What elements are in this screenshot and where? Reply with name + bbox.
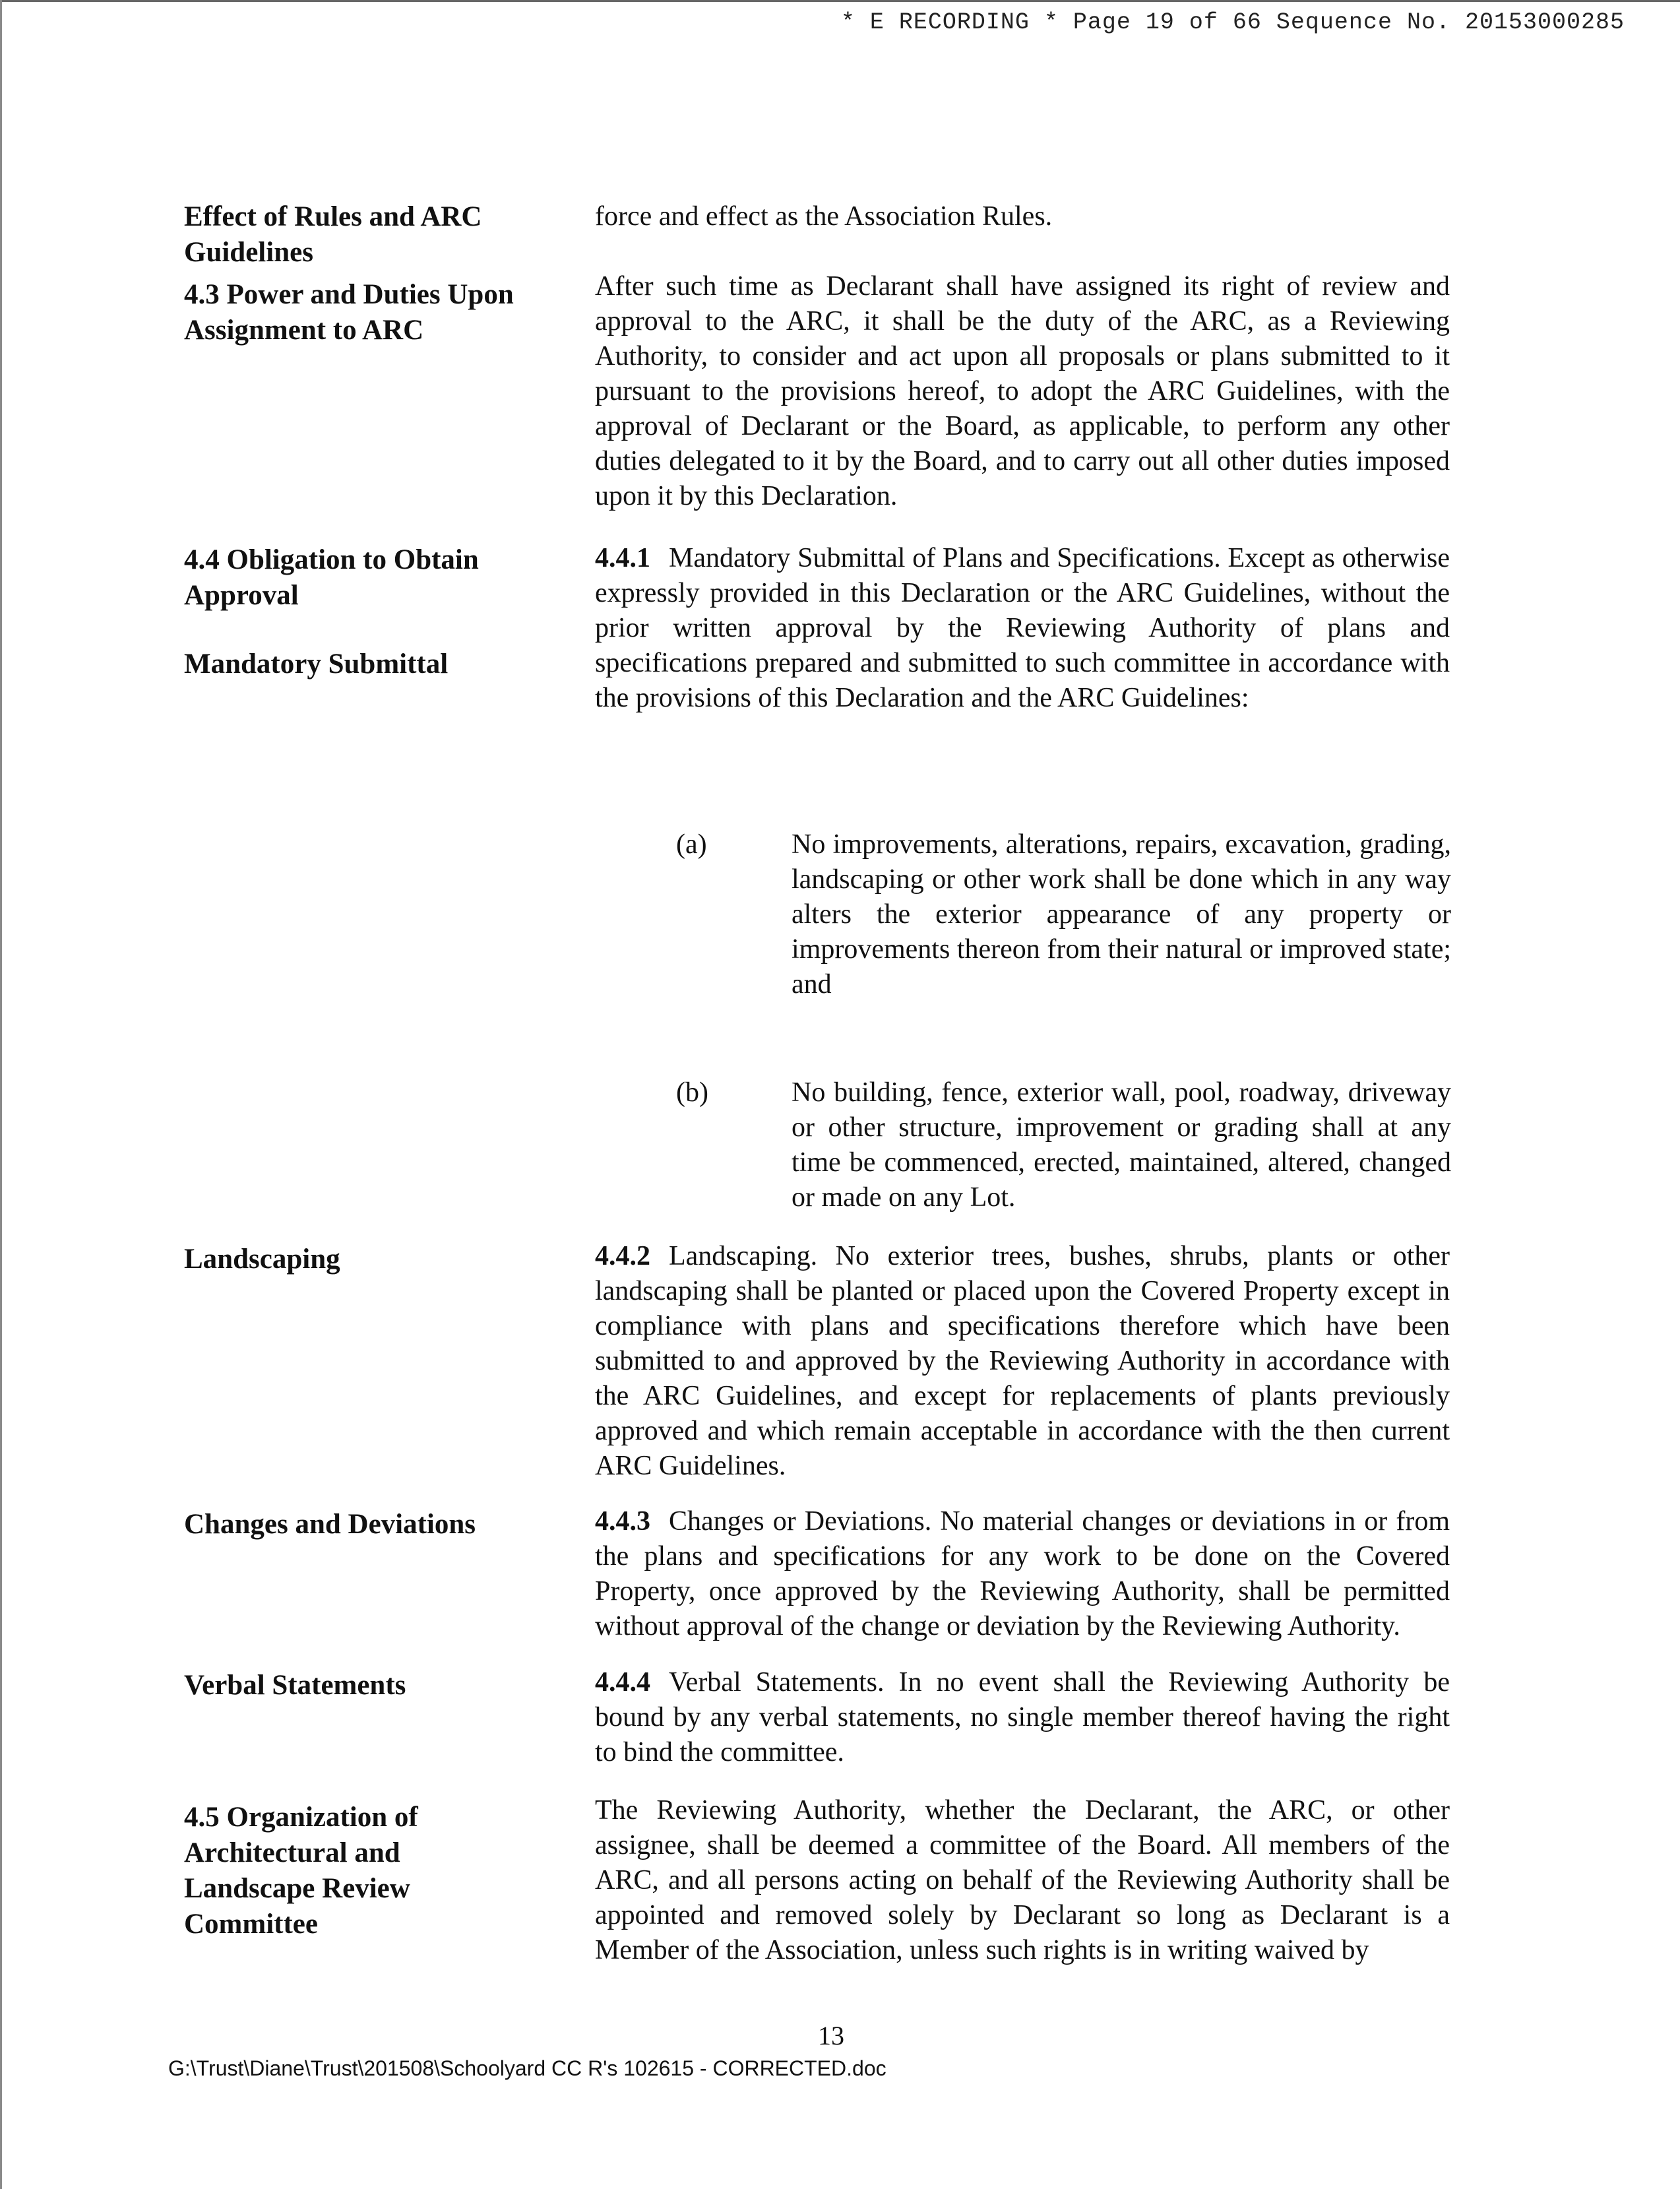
heading-verbal-statements: Verbal Statements xyxy=(184,1670,406,1701)
page-number: 13 xyxy=(818,2021,844,2050)
section-text-4-4-4: Verbal Statements. In no event shall the Reviewing Authority be bound by any verbal statements, no single member thereof having the right to bind the committee. xyxy=(595,1667,1450,1767)
list-item-b-text: No building, fence, exterior wall, pool, roadway, driveway or other structure, improvement or grading shall at any time be commenced, erected, maintained, altered, changed or made on any Lot. xyxy=(792,1077,1451,1213)
list-item-a-label: (a) xyxy=(676,829,707,860)
heading-mandatory-submittal: Mandatory Submittal xyxy=(184,649,449,680)
section-number-4-4-3: 4.4.3 xyxy=(595,1506,650,1537)
section-4-4-3 xyxy=(595,1504,1450,1644)
list-item-b-label: (b) xyxy=(676,1077,708,1108)
section-4-4-1 xyxy=(595,541,1450,716)
heading-effect-of-rules: Effect of Rules and ARC Guidelines xyxy=(184,201,482,268)
section-number-4-4-4: 4.4.4 xyxy=(595,1667,650,1697)
heading-changes-and-deviations: Changes and Deviations xyxy=(184,1509,476,1540)
section-text-4-4-3: Changes or Deviations. No material changes or deviations in or from the plans and specifications for any work to be done on the Covered Property, once approved by the Reviewing Authority, shall be permitted without approval of the change or deviation by the Reviewing Authority. xyxy=(595,1506,1450,1641)
list-item-a-text: No improvements, alterations, repairs, excavation, grading, landscaping or other work shall be done which in any way alters the exterior appearance of any property or improvements thereon from their natural or improved state; and xyxy=(792,829,1451,999)
footer-file-path: G:\Trust\Diane\Trust\201508\Schoolyard CC R's 102615 - CORRECTED.doc xyxy=(168,2056,887,2080)
heading-obligation-to-obtain-approval: 4.4 Obligation to Obtain Approval xyxy=(184,544,479,611)
paragraph-after-such-time: After such time as Declarant shall have assigned its right of review and approval to the ARC, it shall be the duty of the ARC, as a Reviewing Authority, to consider and act upon all proposals or plans submitted to it pursuant to the provisions hereof, to adopt the ARC Guidelines, with the approval of Declarant or the Board, as applicable, to perform any other duties delegated to it by the Board, and to carry out all other duties imposed upon it by this Declaration. xyxy=(595,271,1450,511)
recording-header-stamp: * E RECORDING * Page 19 of 66 Sequence No. 20153000285 xyxy=(840,9,1625,36)
section-4-4-2 xyxy=(595,1239,1450,1484)
heading-power-and-duties: 4.3 Power and Duties Upon Assignment to ARC xyxy=(184,279,514,346)
paragraph-force-and-effect: force and effect as the Association Rules. xyxy=(595,201,1053,232)
section-number-4-4-1: 4.4.1 xyxy=(595,543,650,573)
section-4-4-4 xyxy=(595,1665,1450,1770)
section-number-4-4-2: 4.4.2 xyxy=(595,1241,650,1271)
list-item-a xyxy=(676,827,1451,1002)
list-item-b xyxy=(676,1075,1451,1215)
section-4-5-text: The Reviewing Authority, whether the Declarant, the ARC, or other assignee, shall be deemed a committee of the Board. All members of the ARC, and all persons acting on behalf of the Reviewing Authority shall be appointed and removed solely by Declarant so long as Declarant is a Member of the Association, unless such rights is in writing waived by xyxy=(595,1795,1450,1965)
section-text-4-4-2: Landscaping. No exterior trees, bushes, shrubs, plants or other landscaping shall be planted or placed upon the Covered Property except in compliance with plans and specifications therefore which have been submitted to and approved by the Reviewing Authority in accordance with the ARC Guidelines, and except for replacements of plants previously approved and which remain acceptable in accordance with the then current ARC Guidelines. xyxy=(595,1241,1450,1481)
heading-organization-of-arc: 4.5 Organization of Architectural and Landscape Review Committee xyxy=(184,1802,418,1940)
section-text-4-4-1: Mandatory Submittal of Plans and Specifications. Except as otherwise expressly provided in this Declaration or the ARC Guidelines, without the prior written approval by the Reviewing Authority of plans and specifications prepared and submitted to such committee in accordance with the provisions of this Declaration and the ARC Guidelines: xyxy=(595,543,1450,713)
heading-landscaping: Landscaping xyxy=(184,1244,340,1275)
